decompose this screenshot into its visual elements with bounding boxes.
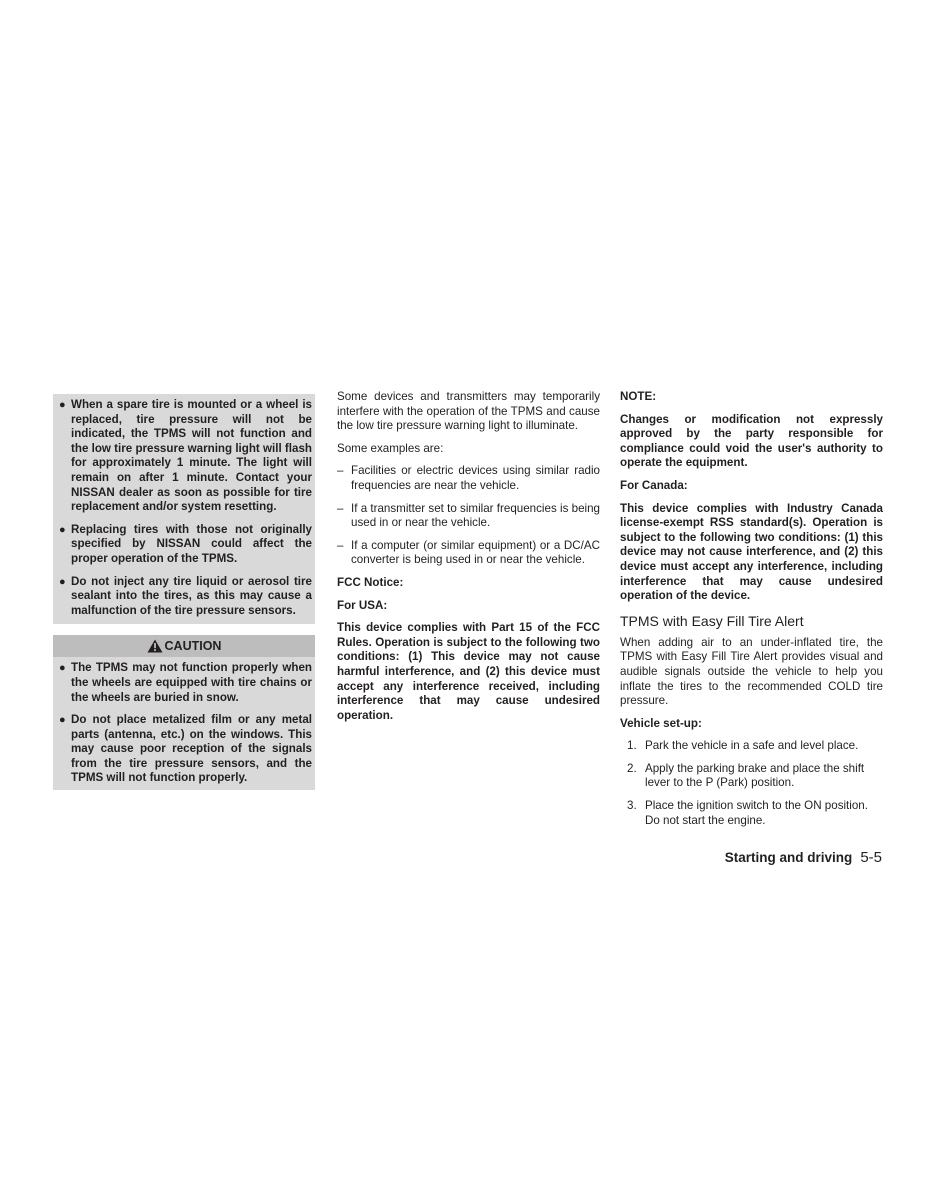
caution-box [53,657,315,790]
caution-header [53,635,315,657]
caution-title: CAUTION [164,639,222,654]
for-canada-heading: For Canada: [620,478,688,492]
list-item: – If a transmitter set to similar frequencies is being used in or near the vehicle. [337,501,600,530]
warning-box [53,394,315,624]
examples-label: Some examples are: [337,441,444,455]
examples-list [337,464,600,568]
note-text: Changes or modification not expressly approved by the party responsible for compliance could void the user's authority to operate the equipment. [620,412,883,470]
intro-paragraph: Some devices and transmitters may temporarily interfere with the operation of the TPMS and cause the low tire pressure warning light to illuminate. [337,390,600,433]
warning-list [56,398,312,618]
list-item: ● Replacing tires with those not originally specified by NISSAN could affect the proper operation of the TPMS. [59,522,312,565]
middle-column [337,390,600,731]
list-item: – Facilities or electric devices using similar radio frequencies are near the vehicle. [337,464,600,492]
list-item: – If a computer (or similar equipment) or a DC/AC converter is being used in or near the vehicle. [337,538,600,567]
list-item: 3. Place the ignition switch to the ON position. Do not start the engine. [627,799,868,827]
warning-triangle-icon [147,639,163,653]
page-number: 5-5 [860,849,882,866]
list-item: 2. Apply the parking brake and place the shift lever to the P (Park) position. [627,761,865,790]
setup-steps [620,739,883,828]
list-item: ● When a spare tire is mounted or a wheel is replaced, tire pressure will not be indicated, the TPMS will not function and the low tire pressure warning light will flash for approximately 1 minute. The light will remain on after 1 minute. Contact your NISSAN dealer as soon as possible for tire replacement and/or system resetting. [59,398,312,514]
usa-compliance-text: This device complies with Part 15 of the FCC Rules. Operation is subject to the following two conditions: (1) This device may not cause harmful interference, and (2) this device must accept any interference received, including interference that may cause undesired operation. [337,621,600,722]
bullet-icon: ● [59,399,66,411]
caution-list [56,661,312,786]
fcc-notice-heading: FCC Notice: [337,575,404,589]
note-heading: NOTE: [620,390,657,403]
bullet-icon: ● [59,662,66,675]
section-title: TPMS with Easy Fill Tire Alert [620,612,804,629]
footer-section-title: Starting and driving [724,850,853,865]
list-item: ● Do not inject any tire liquid or aerosol tire sealant into the tires, as this may cause a malfunction of the tire pressure sensors. [59,574,312,617]
canada-compliance-text: This device complies with Industry Canada license-exempt RSS standard(s). Operation is subject to the following two conditions: (1) this device may not cause interference, and (2) this device must accept any interference, including interference that may cause undesired operation of the device. [620,501,883,603]
bullet-icon: ● [59,575,66,588]
right-column [620,390,883,836]
left-column [53,394,315,790]
page-footer [725,849,882,866]
section-paragraph: When adding air to an under-inflated tire, the TPMS with Easy Fill Tire Alert provides visual and audible signals outside the vehicle to help you inflate the tires to the recommended COLD tire pressure. [620,635,883,708]
list-item: ● The TPMS may not function properly when the wheels are equipped with tire chains or the wheels are buried in snow. [59,661,312,704]
bullet-icon: ● [59,523,66,536]
for-usa-heading: For USA: [337,598,388,612]
list-item: 1. Park the vehicle in a safe and level place. [627,739,859,753]
list-item: ● Do not place metalized film or any metal parts (antenna, etc.) on the windows. This may cause poor reception of the signals from the tire pressure sensors, and the TPMS will not function properly. [59,713,312,785]
setup-heading: Vehicle set-up: [620,716,702,730]
bullet-icon: ● [59,714,66,727]
